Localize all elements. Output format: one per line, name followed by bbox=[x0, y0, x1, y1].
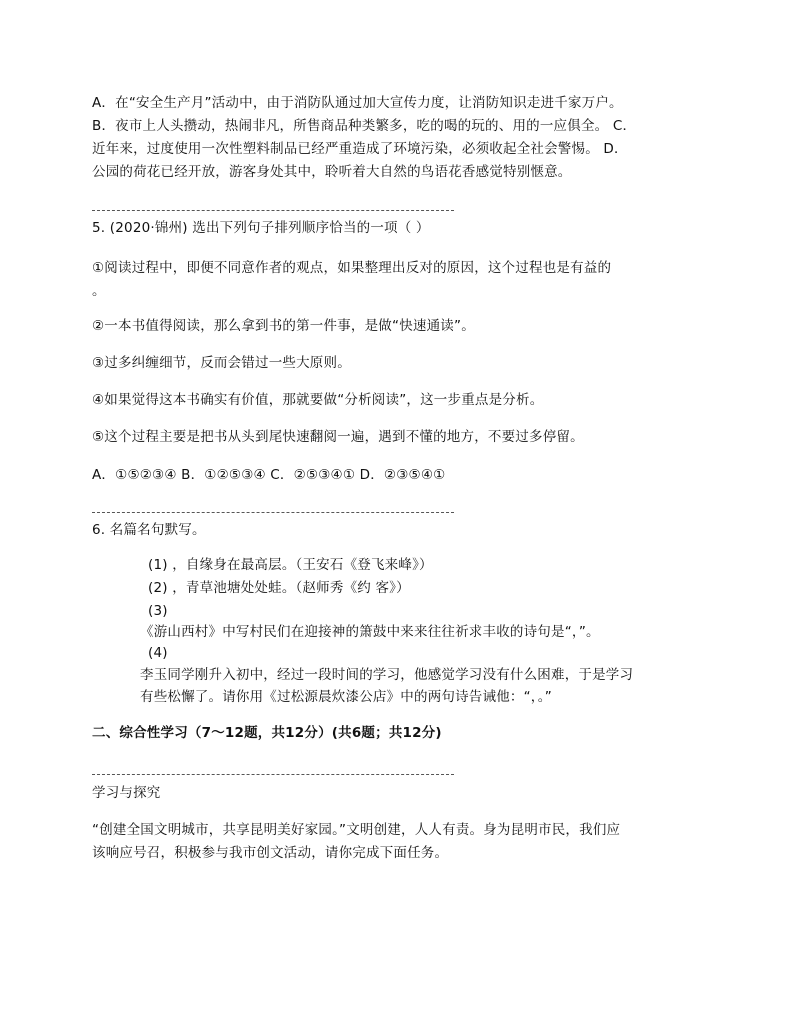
question-5-options: A．①⑤②③④ B．①②⑤③④ C．②⑤③④① D．②③⑤④① bbox=[92, 467, 446, 483]
q6-item-3-text: 《游山西村》中写村民们在迎接神的箫鼓中来来往往祈求丰收的诗句是“，”。 bbox=[140, 624, 600, 640]
option-b-line: B．夜市上人头攒动，热闹非凡，所售商品种类繁多，吃的喝的玩的、用的一应俱全。 C． bbox=[92, 118, 637, 134]
sentence-4: ④如果觉得这本书确实有价值，那就要做“分析阅读”，这一步重点是分析。 bbox=[92, 392, 544, 408]
q6-item-4-line2: 有些松懈了。请你用《过松源晨炊漆公店》中的两句诗告诫他：“，。” bbox=[140, 689, 552, 705]
q6-item-4-line1: 李玉同学刚升入初中，经过一段时间的学习，他感觉学习没有什么困难，于是学习 bbox=[140, 667, 634, 683]
sentence-5: ⑤这个过程主要是把书从头到尾快速翻阅一遍，遇到不懂的地方，不要过多停留。 bbox=[92, 429, 584, 445]
q6-item-2: (2) ，青草池塘处处蛙。（赵师秀《约 客》） bbox=[148, 580, 410, 596]
sentence-1-line1: ①阅读过程中，即便不同意作者的观点，如果整理出反对的原因，这个过程也是有益的 bbox=[92, 260, 612, 276]
option-c-line: 近年来，过度使用一次性塑料制品已经严重造成了环境污染，必须收起全社会警惕。 D． bbox=[92, 141, 628, 157]
divider bbox=[92, 210, 454, 211]
sentence-3: ③过多纠缠细节，反而会错过一些大原则。 bbox=[92, 355, 351, 371]
divider bbox=[92, 512, 454, 513]
sentence-2: ②一本书值得阅读，那么拿到书的第一件事，是做“快速通读”。 bbox=[92, 318, 475, 334]
section-2-paragraph-line2: 该响应号召，积极参与我市创文活动，请你完成下面任务。 bbox=[92, 845, 449, 861]
sentence-1-line2: 。 bbox=[92, 283, 106, 299]
section-2-paragraph-line1: “创建全国文明城市，共享昆明美好家园。”文明创建，人人有责。身为昆明市民，我们应 bbox=[92, 822, 621, 838]
option-d-line: 公园的荷花已经开放，游客身处其中，聆听着大自然的鸟语花香感觉特别惬意。 bbox=[92, 164, 572, 180]
question-5-stem: 5. (2020·锦州) 选出下列句子排列顺序恰当的一项（ ） bbox=[92, 220, 430, 236]
q6-item-3-number: (3) bbox=[148, 603, 168, 619]
question-6-stem: 6. 名篇名句默写。 bbox=[92, 522, 206, 538]
q6-item-4-number: (4) bbox=[148, 645, 168, 661]
section-2-title: 二、综合性学习（7～12题，共12分）(共6题；共12分) bbox=[92, 725, 442, 741]
q6-item-1: (1) ，自缘身在最高层。（王安石《登飞来峰》） bbox=[148, 557, 433, 573]
divider bbox=[92, 774, 454, 775]
section-2-subtitle: 学习与探究 bbox=[92, 785, 161, 801]
option-a-line: A．在“安全生产月”活动中，由于消防队通过加大宣传力度，让消防知识走进千家万户。 bbox=[92, 95, 623, 111]
